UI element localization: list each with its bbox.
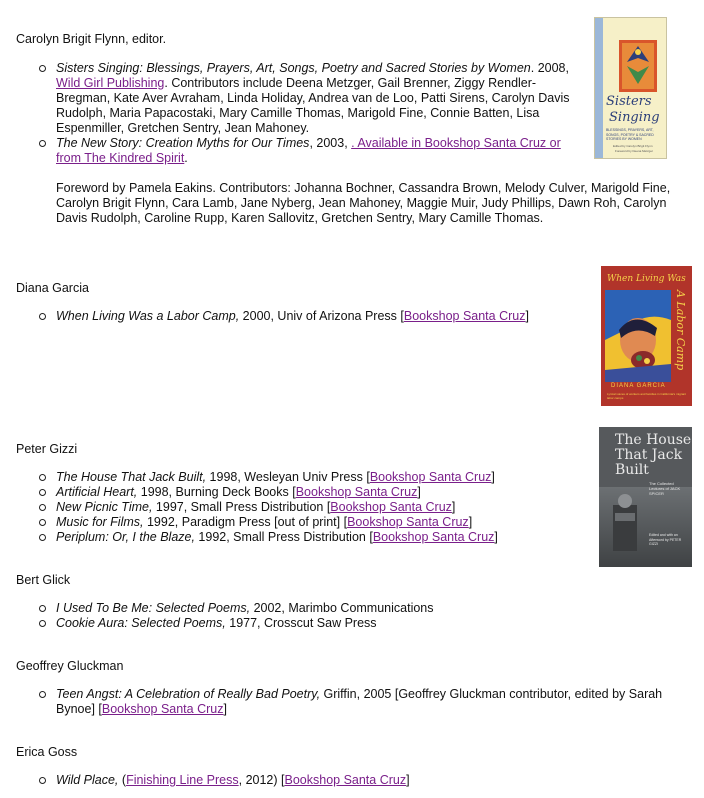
works-list xyxy=(38,309,578,324)
cover-title: Built xyxy=(615,462,649,478)
cover-art-icon xyxy=(605,290,671,382)
work-details: . Contributors include Deena Metzger, Gail Brenner, Ziggy Rendler-Bregman, Kate Aver Avraham, Linda Holiday, Andrea van de Loo, Patti Sirens, Carolyn Davis Rudolph, Maria Papacostaki, Mary Camille Thomas, Marigold Fine, Connie Batten, Lisa Espenmiller, Gretchen Sentry, Jean Mahoney. xyxy=(56,76,570,135)
cover-credit: Edited by Carolyn Brigit Flynn xyxy=(613,144,653,148)
list-item xyxy=(38,485,578,500)
work-details: ] xyxy=(525,309,529,323)
cover-blurb: Lyrical voices of workers and families in California's migrant labor camps xyxy=(607,392,686,400)
work-details: ] xyxy=(494,530,498,544)
work-details: 1992, Small Press Distribution [ xyxy=(194,530,373,544)
work-title: The House That Jack Built, xyxy=(56,470,207,484)
list-item xyxy=(38,687,694,717)
list-item xyxy=(38,773,638,788)
work-title: Cookie Aura: Selected Poems, xyxy=(56,616,226,630)
list-item xyxy=(38,515,578,530)
list-item xyxy=(38,530,578,545)
work-details: 1997, Small Press Distribution [ xyxy=(152,500,331,514)
work-details: ] xyxy=(451,500,456,514)
bookshop-link[interactable]: Bookshop Santa Cruz xyxy=(369,470,492,484)
cover-art-icon xyxy=(619,40,657,92)
list-item xyxy=(38,61,588,136)
author-name: Geoffrey Gluckman xyxy=(16,659,124,673)
bookshop-link[interactable]: Bookshop Santa Cruz xyxy=(330,500,452,514)
book-cover-labor-camp[interactable] xyxy=(601,266,692,406)
publisher-link[interactable]: Finishing Line Press xyxy=(126,773,239,787)
cover-author: DIANA GARCIA xyxy=(611,383,666,389)
cover-title: When Living Was xyxy=(607,274,686,284)
work-details: ] xyxy=(491,470,495,484)
list-item xyxy=(38,470,578,485)
work-title: Teen Angst: A Celebration of Really Bad Poetry, xyxy=(56,687,321,701)
work-details: ] xyxy=(406,773,410,787)
work-details: . xyxy=(184,151,188,165)
work-title: New Picnic Time, xyxy=(56,500,153,514)
cover-title: A Labor Camp xyxy=(674,290,687,371)
work-details: , 2003, xyxy=(309,136,352,150)
bookshop-link[interactable]: Bookshop Santa Cruz xyxy=(101,702,224,716)
list-item xyxy=(38,309,578,324)
works-list xyxy=(38,470,578,545)
work-details: . 2008, xyxy=(530,61,569,75)
list-item xyxy=(38,616,638,631)
cover-art-icon xyxy=(607,491,643,551)
publisher-link[interactable]: Wild Girl Publishing xyxy=(56,76,165,90)
works-list xyxy=(38,687,694,717)
cover-title: Sisters xyxy=(606,94,652,109)
book-cover-sisters-singing[interactable] xyxy=(594,17,667,159)
work-details: , 2012) [ xyxy=(238,773,285,787)
work-details: 1992, Paradigm Press [out of print] [ xyxy=(143,515,348,529)
work-title: Wild Place, xyxy=(56,773,119,787)
work-title: I Used To Be Me: Selected Poems, xyxy=(56,601,251,615)
work-details: 1998, Wesleyan Univ Press [ xyxy=(206,470,370,484)
work-details: 2000, Univ of Arizona Press [ xyxy=(239,309,404,323)
work-title: Artificial Heart, xyxy=(56,485,138,499)
cover-title: That Jack xyxy=(615,447,683,463)
work-details: ] xyxy=(468,515,473,529)
bookshop-link[interactable]: Bookshop Santa Cruz xyxy=(347,515,469,529)
work-title: Sisters Singing: Blessings, Prayers, Art, Songs, Poetry and Sacred Stories by Women xyxy=(56,61,531,75)
list-item xyxy=(38,500,578,515)
work-details: 1977, Crosscut Saw Press xyxy=(225,616,377,630)
bookshop-link[interactable]: Bookshop Santa Cruz xyxy=(284,773,407,787)
work-details: ( xyxy=(118,773,127,787)
bookshop-link[interactable]: . Available in Bookshop Santa Cruz or from The Kindred Spirit xyxy=(56,136,561,165)
author-name: Peter Gizzi xyxy=(16,442,78,456)
book-cover-house-jack-built[interactable] xyxy=(599,427,692,567)
work-title: When Living Was a Labor Camp, xyxy=(56,309,240,323)
author-name: Erica Goss xyxy=(16,745,78,759)
work-details: 1998, Burning Deck Books [ xyxy=(137,485,296,499)
cover-subtitle: The Collected Lectures of JACK SPICER xyxy=(649,481,681,496)
author-name: Bert Glick xyxy=(16,573,71,587)
work-details: ] xyxy=(417,485,421,499)
cover-title: Singing xyxy=(609,110,660,125)
list-item xyxy=(38,601,638,616)
work-title: Music for Films, xyxy=(56,515,144,529)
cover-credit: Edited and with an Afterword by PETER GIZZI xyxy=(649,533,682,546)
works-list xyxy=(38,773,638,788)
cover-title: The House xyxy=(615,432,692,448)
bookshop-link[interactable]: Bookshop Santa Cruz xyxy=(295,485,418,499)
work-title: Periplum: Or, I the Blaze, xyxy=(56,530,195,544)
cover-subtitle: BLESSINGS, PRAYERS, ART, SONGS, POETRY & SACRED STORIES BY WOMEN xyxy=(606,128,654,141)
list-item xyxy=(38,136,588,166)
work-details: Griffin, 2005 [Geoffrey Gluckman contributor, edited by Sarah Bynoe] [ xyxy=(56,687,663,716)
work-details: 2002, Marimbo Communications xyxy=(250,601,434,615)
cover-credit: Foreword by Deena Metzger xyxy=(615,149,654,153)
bookshop-link[interactable]: Bookshop Santa Cruz xyxy=(403,309,526,323)
works-list xyxy=(38,61,588,166)
author-name: Diana Garcia xyxy=(16,281,89,295)
work-title: The New Story: Creation Myths for Our Times xyxy=(56,136,310,150)
bookshop-link[interactable]: Bookshop Santa Cruz xyxy=(372,530,495,544)
author-name: Carolyn Brigit Flynn, editor. xyxy=(16,32,167,46)
cover-spine xyxy=(595,18,603,158)
works-list xyxy=(38,601,638,631)
work-details: ] xyxy=(223,702,227,716)
contributors-note: Foreword by Pamela Eakins. Contributors: Johanna Bochner, Cassandra Brown, Melody Culver, Marigold Fine, Carolyn Brigit Flynn, Cara Lamb, Jane Nyberg, Jean Mahoney, Maggie Muir, Judy Phillips, Dawn Roh, Carolyn Davis Rudolph, Caroline Rupp, Karen Sallovitz, Gretchen Sentry, Mary Camille Thomas. xyxy=(56,181,671,225)
